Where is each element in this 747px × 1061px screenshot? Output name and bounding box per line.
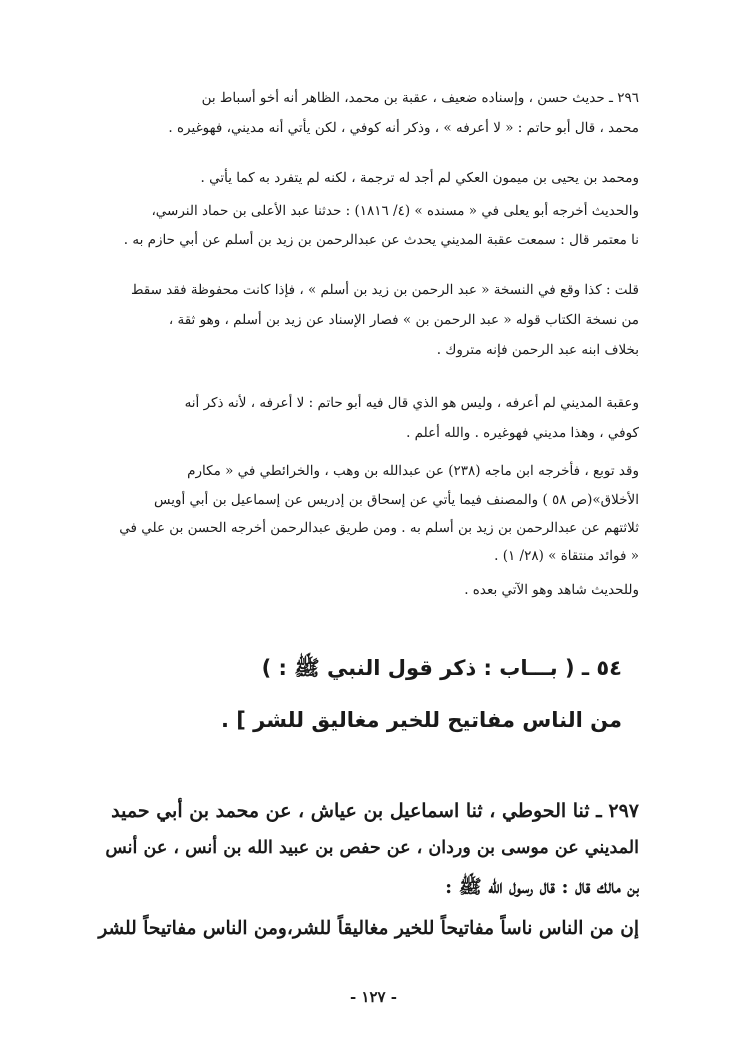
chapter-heading-line-1: ٥٤ ـ ( بـــاب : ذكر قول النبي ﷺ : ) bbox=[261, 656, 622, 680]
chapter-heading-line-2: من الناس مفاتيح للخير مغاليق للشر ] . bbox=[220, 708, 622, 732]
footnote-296-line-7: من نسخة الكتاب قوله « عبد الرحمن بن » فصار الإسناد عن زيد بن أسلم ، وهو ثقة ، bbox=[168, 312, 639, 328]
hadith-297-line-1: ٢٩٧ ـ ثنا الحوطي ، ثنا اسماعيل بن عياش ، عن محمد بن أبي حميد bbox=[111, 800, 639, 822]
hadith-297-line-3: بن مالك قال : قال رسول الله ﷺ : bbox=[445, 876, 639, 898]
footnote-296-line-14: « فوائد منتقاة » (٢٨/ ١) . bbox=[494, 548, 639, 564]
footnote-296-line-8: بخلاف ابنه عبد الرحمن فإنه متروك . bbox=[436, 342, 639, 358]
footnote-296-line-11: وقد توبع ، فأخرجه ابن ماجه (٢٣٨) عن عبدالله بن وهب ، والخرائطي في « مكارم bbox=[187, 463, 639, 479]
footnote-296-line-13: ثلاثتهم عن عبدالرحمن بن زيد بن أسلم به . ومن طريق عبدالرحمن أخرجه الحسن بن علي في bbox=[119, 520, 639, 536]
footnote-296-line-3: ومحمد بن يحيى بن ميمون العكي لم أجد له ترجمة ، لكنه لم يتفرد به كما يأتي . bbox=[200, 170, 639, 186]
footnote-296-line-1: ٢٩٦ ـ حديث حسن ، وإسناده ضعيف ، عقبة بن محمد، الظاهر أنه أخو أسباط بن bbox=[201, 90, 639, 106]
page-number: - ١٢٧ - bbox=[349, 988, 398, 1006]
hadith-297-line-4: إن من الناس ناساً مفاتيحاً للخير مغاليقاً للشر،ومن الناس مفاتيحاً للشر bbox=[98, 918, 639, 939]
footnote-296-line-15: وللحديث شاهد وهو الآتي بعده . bbox=[464, 582, 639, 598]
hadith-297-line-2: المديني عن موسى بن وردان ، عن حفص بن عبيد الله بن أنس ، عن أنس bbox=[105, 838, 639, 858]
footnote-296-line-12: الأخلاق»(ص ٥٨ ) والمصنف فيما يأتي عن إسحاق بن إدريس عن إسماعيل بن أبي أويس bbox=[154, 492, 639, 508]
footnote-296-line-9: وعقبة المديني لم أعرفه ، وليس هو الذي قال فيه أبو حاتم : لا أعرفه ، لأنه ذكر أنه bbox=[184, 395, 639, 411]
footnote-296-line-10: كوفي ، وهذا مديني فهوغيره . والله أعلم . bbox=[406, 425, 639, 441]
footnote-296-line-4: والحديث أخرجه أبو يعلى في « مسنده » (٤/ ١٨١٦) : حدثنا عبد الأعلى بن حماد النرسي، bbox=[151, 203, 639, 219]
footnote-296-line-6: قلت : كذا وقع في النسخة « عبد الرحمن بن زيد بن أسلم » ، فإذا كانت محفوظة فقد سقط bbox=[130, 282, 639, 298]
footnote-296-line-5: نا معتمر قال : سمعت عقبة المديني يحدث عن عبدالرحمن بن زيد بن أسلم عن أبي حازم به . bbox=[123, 232, 639, 248]
footnote-296-line-2: محمد ، قال أبو حاتم : « لا أعرفه » ، وذكر أنه كوفي ، لكن يأتي أنه مديني، فهوغيره . bbox=[168, 120, 639, 136]
